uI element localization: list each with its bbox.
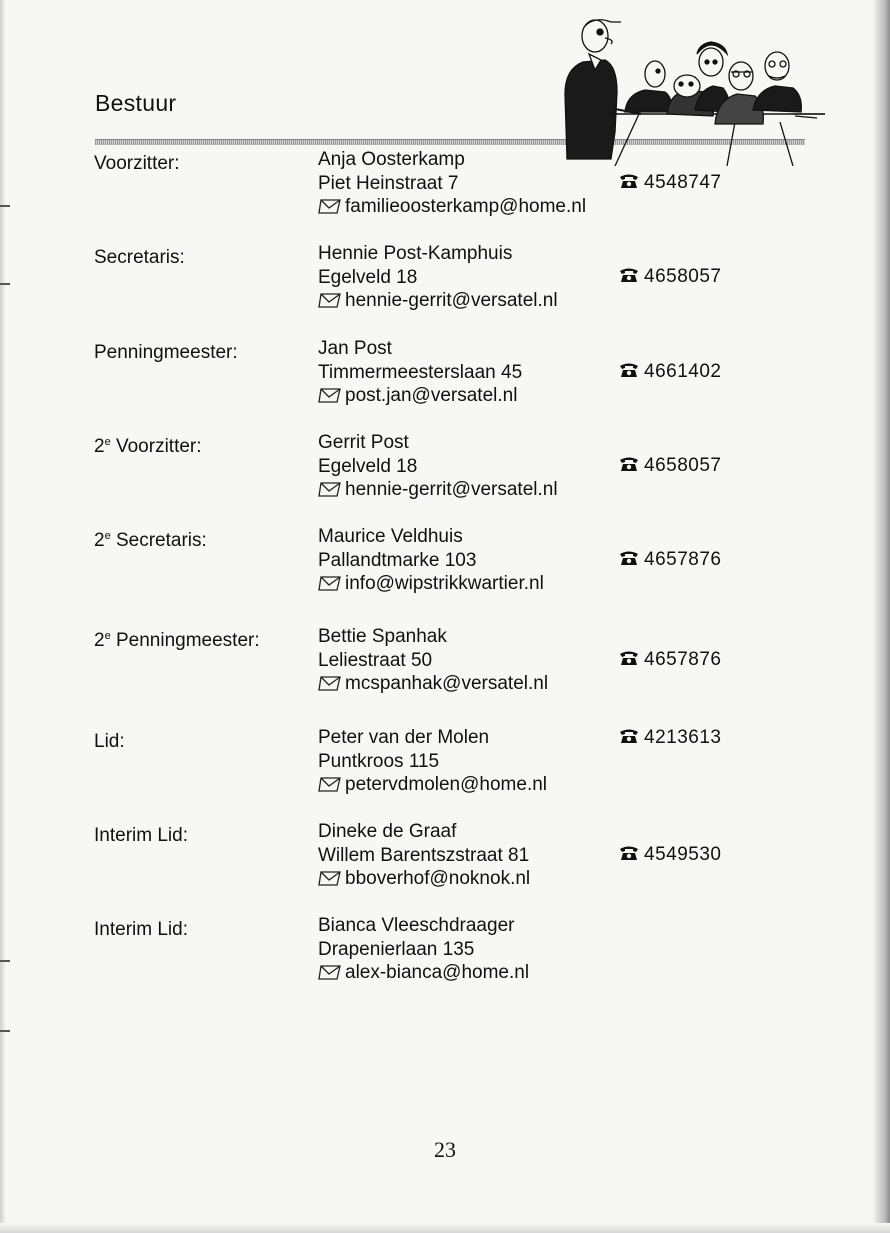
member-address: Willem Barentszstraat 81 — [318, 844, 530, 866]
envelope-icon — [318, 675, 342, 692]
page-title: Bestuur — [95, 90, 177, 116]
member-address: Egelveld 18 — [318, 266, 418, 288]
role-ordinal: e — [104, 436, 111, 448]
member-email[interactable]: familieoosterkamp@home.nl — [318, 195, 586, 219]
binding-stitch — [0, 205, 10, 207]
page-edge-left — [0, 0, 6, 1233]
member-address: Puntkroos 115 — [318, 750, 440, 772]
role-label: Interim Lid: — [94, 825, 188, 846]
contact-details — [318, 242, 558, 313]
contact-details — [318, 431, 558, 502]
role-label: 2e Secretaris: — [94, 530, 207, 551]
envelope-icon — [318, 870, 342, 887]
contact-details — [318, 337, 522, 408]
member-email[interactable]: post.jan@versatel.nl — [318, 384, 522, 408]
envelope-icon — [318, 964, 342, 981]
envelope-icon — [318, 387, 342, 404]
role-label: Interim Lid: — [94, 919, 188, 940]
member-name: Hennie Post-Kamphuis — [318, 243, 513, 264]
telephone-icon — [619, 456, 639, 472]
member-name: Peter van der Molen — [318, 727, 490, 748]
binding-stitch — [0, 960, 10, 962]
member-name: Dineke de Graaf — [318, 821, 457, 842]
telephone-icon — [619, 267, 639, 283]
telephone-icon — [619, 362, 639, 378]
page-edge-right — [872, 0, 890, 1233]
member-email[interactable]: bboverhof@noknok.nl — [318, 867, 530, 891]
member-address: Piet Heinstraat 7 — [318, 172, 459, 194]
member-name: Jan Post — [318, 338, 392, 359]
role-label: Secretaris: — [94, 247, 185, 268]
phone-number[interactable]: 4661402 — [619, 360, 721, 384]
phone-number[interactable]: 4213613 — [619, 726, 721, 750]
binding-stitch — [0, 283, 10, 285]
member-email[interactable]: mcspanhak@versatel.nl — [318, 672, 548, 696]
telephone-icon — [619, 173, 639, 189]
envelope-icon — [318, 575, 342, 592]
member-name: Anja Oosterkamp — [318, 149, 465, 170]
member-email[interactable]: hennie-gerrit@versatel.nl — [318, 478, 558, 502]
member-name: Bettie Spanhak — [318, 626, 447, 647]
member-name: Bianca Vleeschdraager — [318, 915, 515, 936]
member-address: Leliestraat 50 — [318, 649, 433, 671]
role-label: 2e Voorzitter: — [94, 436, 202, 457]
member-name: Gerrit Post — [318, 432, 409, 453]
role-label: Voorzitter: — [94, 153, 180, 174]
contact-details — [318, 148, 586, 219]
member-email[interactable]: info@wipstrikkwartier.nl — [318, 572, 544, 596]
page-number: 23 — [434, 1137, 456, 1162]
envelope-icon — [318, 776, 342, 793]
role-label: Penningmeester: — [94, 342, 238, 363]
phone-number[interactable]: 4657876 — [619, 648, 721, 672]
telephone-icon — [619, 728, 639, 744]
phone-number[interactable]: 4548747 — [619, 171, 721, 195]
role-ordinal: e — [104, 630, 111, 642]
envelope-icon — [318, 292, 342, 309]
binding-stitch — [0, 1030, 10, 1032]
role-label: Lid: — [94, 731, 125, 752]
member-email[interactable]: alex-bianca@home.nl — [318, 961, 529, 985]
envelope-icon — [318, 481, 342, 498]
telephone-icon — [619, 550, 639, 566]
member-email[interactable]: hennie-gerrit@versatel.nl — [318, 289, 558, 313]
member-address: Timmermeesterslaan 45 — [318, 361, 523, 383]
phone-number[interactable]: 4658057 — [619, 265, 721, 289]
page-edge-bottom — [0, 1223, 890, 1233]
telephone-icon — [619, 845, 639, 861]
board-meeting-cartoon-icon — [555, 14, 827, 166]
phone-number[interactable]: 4549530 — [619, 843, 721, 867]
member-address: Egelveld 18 — [318, 455, 418, 477]
contact-details — [318, 625, 548, 696]
contact-details — [318, 914, 529, 985]
phone-number[interactable]: 4658057 — [619, 454, 721, 478]
role-label: 2e Penningmeester: — [94, 630, 260, 651]
role-ordinal: e — [104, 530, 111, 542]
member-address: Drapenierlaan 135 — [318, 938, 475, 960]
envelope-icon — [318, 198, 342, 215]
contact-details — [318, 820, 530, 891]
member-name: Maurice Veldhuis — [318, 526, 463, 547]
member-address: Pallandtmarke 103 — [318, 549, 477, 571]
phone-number[interactable]: 4657876 — [619, 548, 721, 572]
contact-details — [318, 525, 544, 596]
contact-details — [318, 726, 547, 797]
telephone-icon — [619, 650, 639, 666]
member-email[interactable]: petervdmolen@home.nl — [318, 773, 547, 797]
